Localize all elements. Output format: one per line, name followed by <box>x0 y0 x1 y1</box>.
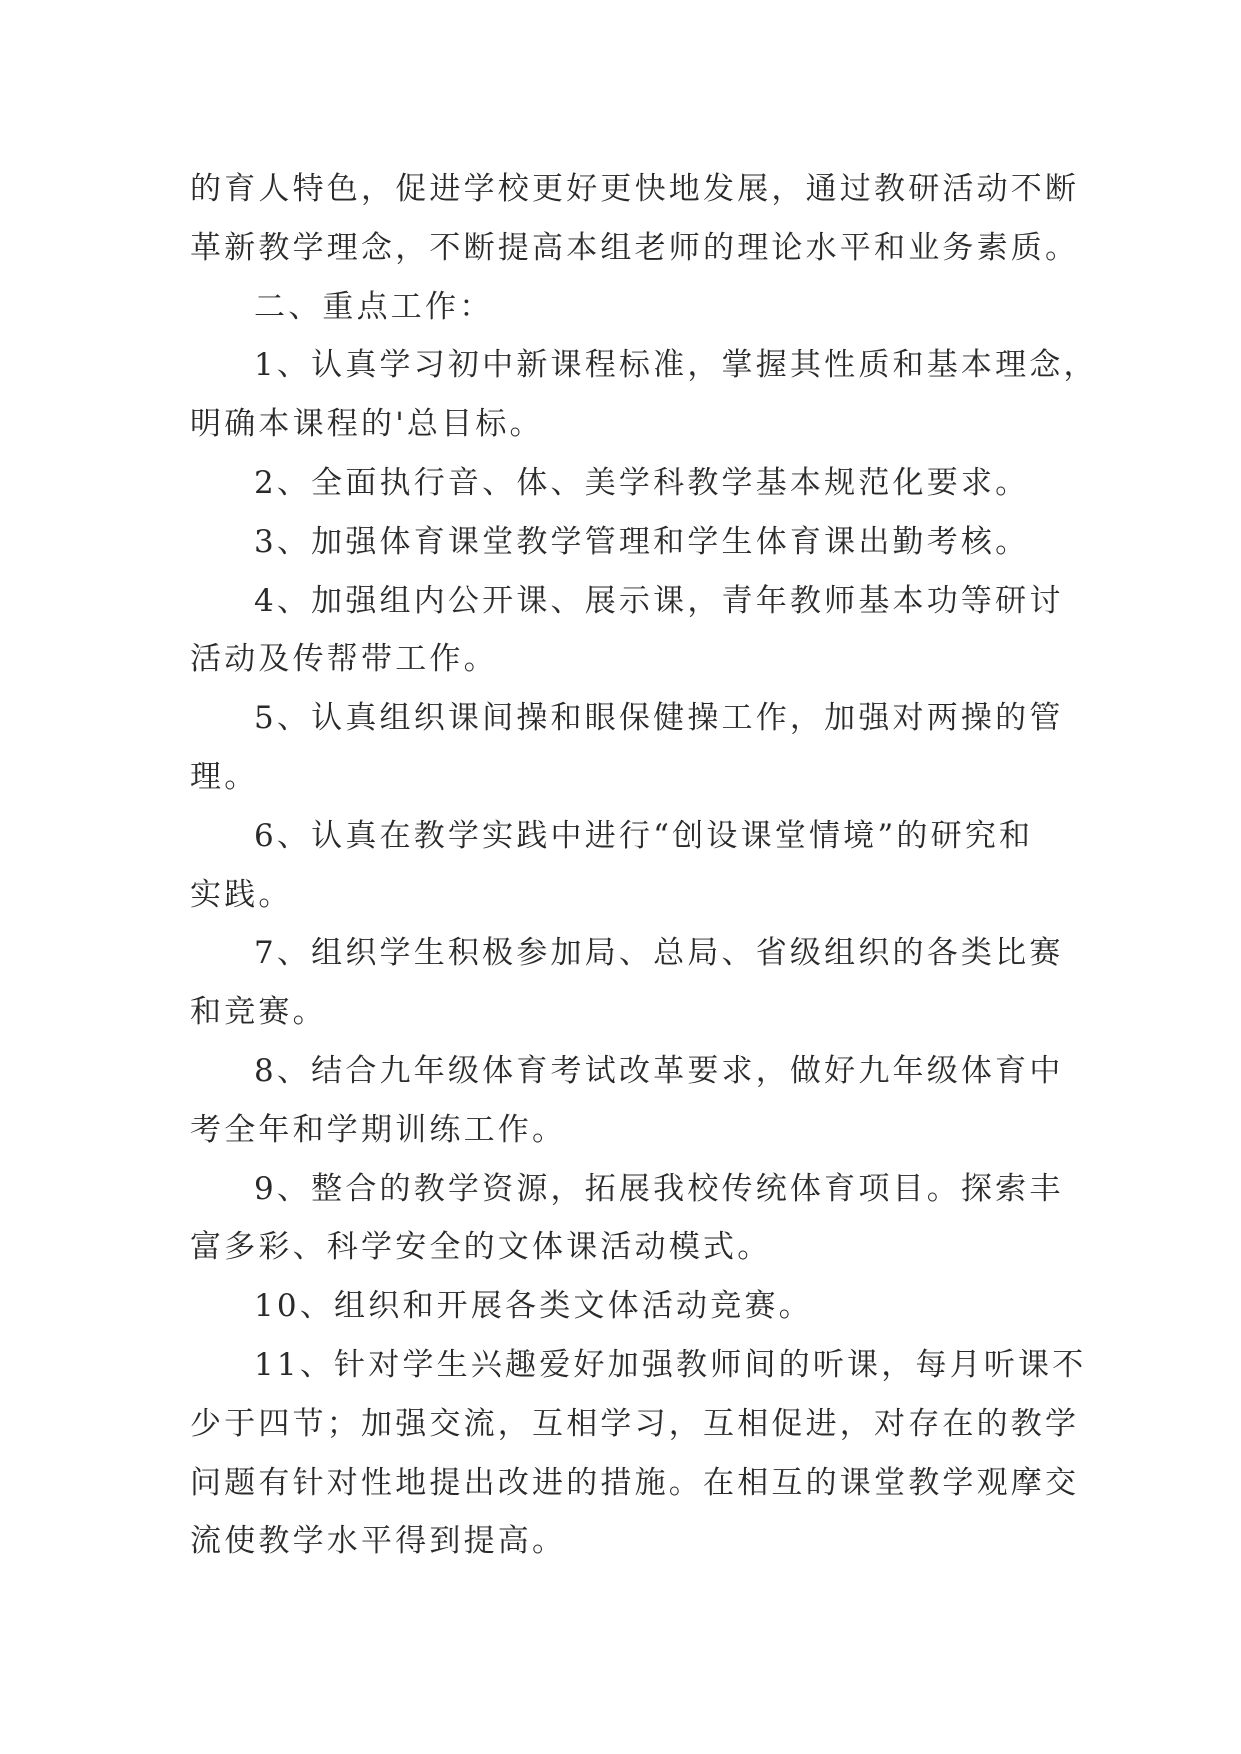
text-line: 少于四节；加强交流，互相学习，互相促进，对存在的教学 <box>190 1405 1080 1442</box>
text-line: 实践。 <box>190 876 293 913</box>
document-body <box>190 160 1098 1571</box>
text-line: 3、加强体育课堂教学管理和学生体育课出勤考核。 <box>254 523 1030 560</box>
text-line: 明确本课程的'总目标。 <box>190 406 544 443</box>
text-line: 和竞赛。 <box>190 994 327 1031</box>
text-line: 理。 <box>190 758 259 795</box>
text-line: 7、组织学生积极参加局、总局、省级组织的各类比赛 <box>254 935 1064 972</box>
text-line: 10、组织和开展各类文体活动竞赛。 <box>254 1288 813 1325</box>
text-line: 活动及传帮带工作。 <box>190 641 498 678</box>
text-line: 6、认真在教学实践中进行“创设课堂情境”的研究和 <box>254 817 1034 854</box>
text-line: 的育人特色，促进学校更好更快地发展，通过教研活动不断 <box>190 171 1080 207</box>
text-line: 考全年和学期训练工作。 <box>190 1111 567 1148</box>
text-line: 2、全面执行音、体、美学科教学基本规范化要求。 <box>254 464 1030 501</box>
text-line: 8、结合九年级体育考试改革要求，做好九年级体育中 <box>254 1052 1064 1089</box>
text-line: 5、认真组织课间操和眼保健操工作，加强对两操的管 <box>254 700 1064 737</box>
text-line: 流使教学水平得到提高。 <box>190 1523 567 1560</box>
text-line: 9、整合的教学资源，拓展我校传统体育项目。探索丰 <box>254 1170 1064 1207</box>
text-line: 革新教学理念，不断提高本组老师的理论水平和业务素质。 <box>190 229 1080 266</box>
text-line: 1、认真学习初中新课程标准，掌握其性质和基本理念， <box>254 347 1098 384</box>
text-line: 4、加强组内公开课、展示课，青年教师基本功等研讨 <box>254 582 1064 619</box>
text-line: 11、针对学生兴趣爱好加强教师间的听课，每月听课不 <box>254 1346 1087 1383</box>
text-line: 富多彩、科学安全的文体课活动模式。 <box>190 1229 772 1266</box>
text-line: 二、重点工作： <box>254 288 494 325</box>
text-line: 问题有针对性地提出改进的措施。在相互的课堂教学观摩交 <box>190 1464 1080 1501</box>
